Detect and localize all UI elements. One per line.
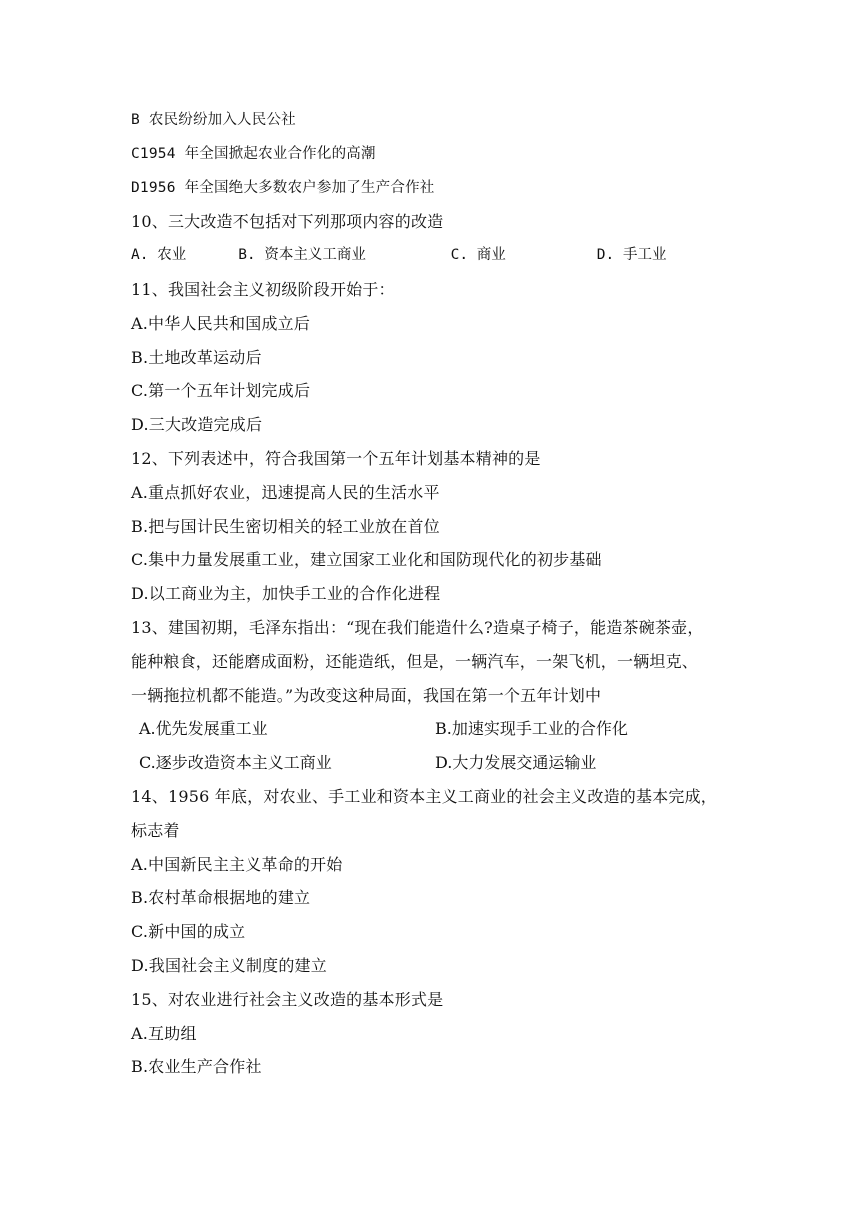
option-a: A.重点抓好农业，迅速提高人民的生活水平 (131, 482, 440, 502)
question-14-continued: 标志着 (131, 820, 180, 840)
question-13-options-row-1 (131, 712, 741, 746)
question-13-continued: 能种粮食，还能磨成面粉，还能造纸，但是，一辆汽车，一架飞机，一辆坦克、 (131, 651, 699, 671)
option-d: D.三大改造完成后 (131, 415, 263, 435)
option-a: A.中华人民共和国成立后 (131, 313, 311, 333)
option-b: B. 资本主义工商业 (238, 247, 366, 264)
question-15: 15、对农业进行社会主义改造的基本形式是 (131, 989, 444, 1009)
option-b: B.农村革命根据地的建立 (131, 888, 311, 908)
option-c: C. 商业 (450, 247, 506, 264)
option-line: D1956 年全国绝大多数农户参加了生产合作社 (131, 179, 435, 196)
option-d: D. 手工业 (596, 247, 667, 264)
option-d: D.大力发展交通运输业 (435, 753, 597, 773)
option-c: C.集中力量发展重工业，建立国家工业化和国防现代化的初步基础 (131, 550, 602, 570)
question-12: 12、下列表述中，符合我国第一个五年计划基本精神的是 (131, 448, 541, 468)
question-14: 14、1956 年底，对农业、手工业和资本主义工商业的社会主义改造的基本完成， (131, 786, 717, 806)
option-a: A.优先发展重工业 (139, 719, 268, 739)
option-a: A.互助组 (131, 1023, 197, 1043)
option-b: B.把与国计民生密切相关的轻工业放在首位 (131, 516, 440, 536)
option-d: D.我国社会主义制度的建立 (131, 955, 327, 975)
option-line: B 农民纷纷加入人民公社 (131, 112, 296, 128)
question-13-continued: 一辆拖拉机都不能造。”为改变这种局面，我国在第一个五年计划中 (131, 685, 602, 705)
question-11: 11、我国社会主义初级阶段开始于： (131, 279, 395, 299)
option-c: C.第一个五年计划完成后 (131, 381, 311, 401)
option-a: A.中国新民主主义革命的开始 (131, 854, 343, 874)
option-line: C1954 年全国掀起农业合作化的高潮 (131, 145, 376, 162)
question-13-options-row-2 (131, 746, 741, 780)
option-c: C.新中国的成立 (131, 922, 246, 942)
question-13: 13、建国初期，毛泽东指出：“现在我们能造什么?造桌子椅子，能造茶碗茶壶， (131, 617, 704, 637)
option-b: B.土地改革运动后 (131, 347, 262, 367)
question-10-options (131, 239, 741, 273)
question-10: 10、三大改造不包括对下列那项内容的改造 (131, 212, 444, 232)
option-b: B.农业生产合作社 (131, 1057, 262, 1077)
document-content (131, 104, 741, 1084)
option-c: C.逐步改造资本主义工商业 (139, 753, 332, 773)
option-d: D.以工商业为主，加快手工业的合作化进程 (131, 584, 441, 604)
option-b: B.加速实现手工业的合作化 (435, 719, 628, 739)
option-a: A. 农业 (131, 247, 187, 264)
